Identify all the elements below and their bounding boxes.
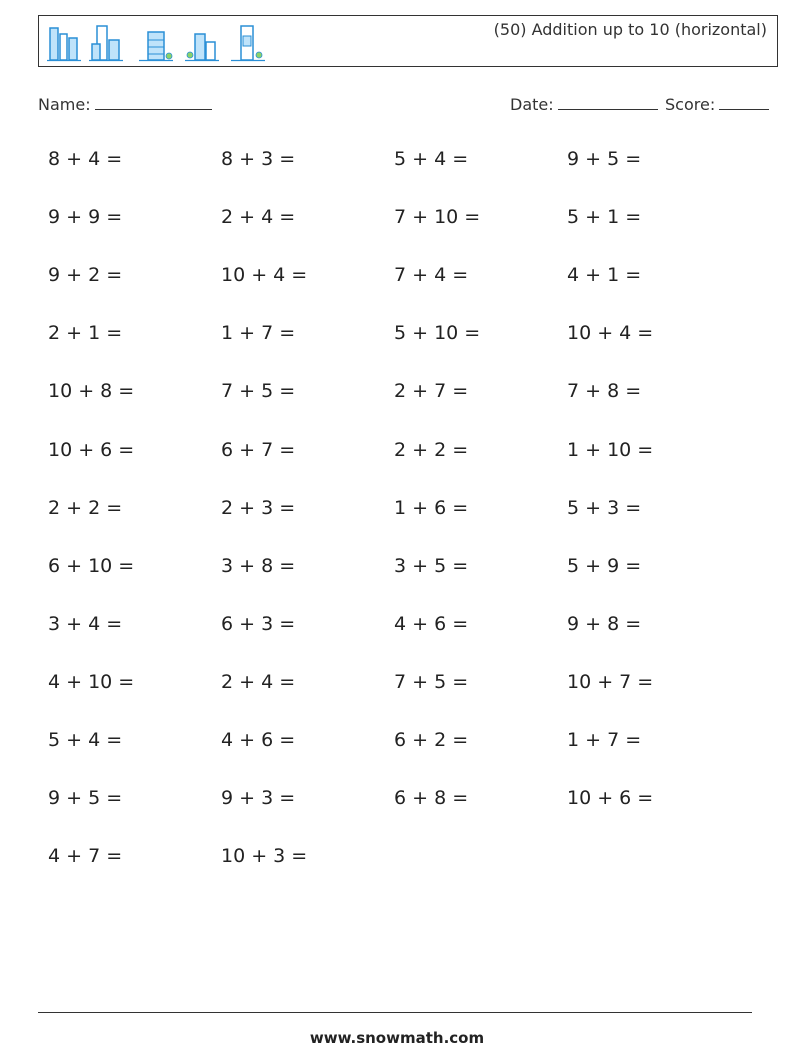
problem-item: 2 + 4 =	[221, 671, 296, 693]
problem-item: 7 + 10 =	[394, 206, 481, 228]
score-field[interactable]	[665, 93, 769, 114]
problem-item: 6 + 10 =	[48, 555, 135, 577]
problem-item: 9 + 5 =	[48, 787, 123, 809]
problem-item: 6 + 2 =	[394, 729, 469, 751]
problem-item: 7 + 5 =	[394, 671, 469, 693]
date-blank[interactable]	[558, 93, 658, 110]
problem-item: 9 + 2 =	[48, 264, 123, 286]
problem-item: 7 + 5 =	[221, 380, 296, 402]
problem-item: 5 + 3 =	[567, 497, 642, 519]
office-building-icon	[89, 22, 125, 62]
problem-item: 10 + 6 =	[48, 439, 135, 461]
problem-item: 3 + 4 =	[48, 613, 123, 635]
small-tower-icon	[231, 22, 267, 62]
problem-item: 2 + 2 =	[394, 439, 469, 461]
problem-item: 9 + 9 =	[48, 206, 123, 228]
problem-item: 7 + 8 =	[567, 380, 642, 402]
problem-item: 6 + 3 =	[221, 613, 296, 635]
problem-item: 2 + 2 =	[48, 497, 123, 519]
city-block-icon	[185, 22, 221, 62]
problem-item: 6 + 8 =	[394, 787, 469, 809]
footer-divider	[38, 1012, 752, 1013]
problem-item: 4 + 7 =	[48, 845, 123, 867]
problem-item: 1 + 6 =	[394, 497, 469, 519]
problem-item: 10 + 8 =	[48, 380, 135, 402]
name-blank[interactable]	[95, 93, 212, 110]
name-label: Name:	[38, 95, 91, 114]
footer-website: www.snowmath.com	[309, 1029, 485, 1047]
score-blank[interactable]	[719, 93, 769, 110]
problem-item: 9 + 8 =	[567, 613, 642, 635]
problem-item: 7 + 4 =	[394, 264, 469, 286]
problem-item: 2 + 3 =	[221, 497, 296, 519]
worksheet-header	[38, 15, 778, 67]
problem-item: 1 + 10 =	[567, 439, 654, 461]
problem-item: 1 + 7 =	[221, 322, 296, 344]
problem-item: 2 + 4 =	[221, 206, 296, 228]
problem-item: 4 + 1 =	[567, 264, 642, 286]
problem-item: 10 + 4 =	[567, 322, 654, 344]
problem-item: 2 + 7 =	[394, 380, 469, 402]
problem-item: 6 + 7 =	[221, 439, 296, 461]
problem-item: 10 + 4 =	[221, 264, 308, 286]
problem-item: 5 + 1 =	[567, 206, 642, 228]
problem-item: 8 + 4 =	[48, 148, 123, 170]
problem-item: 10 + 6 =	[567, 787, 654, 809]
problem-item: 1 + 7 =	[567, 729, 642, 751]
name-field[interactable]	[38, 93, 212, 114]
problem-item: 8 + 3 =	[221, 148, 296, 170]
skyscraper-icon	[47, 22, 83, 62]
problem-item: 4 + 6 =	[394, 613, 469, 635]
tower-building-icon	[139, 22, 175, 62]
problem-item: 10 + 3 =	[221, 845, 308, 867]
problem-item: 5 + 10 =	[394, 322, 481, 344]
worksheet-title: (50) Addition up to 10 (horizontal)	[493, 20, 767, 39]
problem-item: 9 + 3 =	[221, 787, 296, 809]
problem-item: 3 + 8 =	[221, 555, 296, 577]
problem-item: 2 + 1 =	[48, 322, 123, 344]
date-label: Date:	[510, 95, 554, 114]
problem-item: 4 + 6 =	[221, 729, 296, 751]
problem-item: 4 + 10 =	[48, 671, 135, 693]
problem-item: 9 + 5 =	[567, 148, 642, 170]
problem-item: 10 + 7 =	[567, 671, 654, 693]
problem-item: 5 + 9 =	[567, 555, 642, 577]
problem-item: 5 + 4 =	[394, 148, 469, 170]
problem-item: 3 + 5 =	[394, 555, 469, 577]
date-field[interactable]	[510, 93, 658, 114]
problem-item: 5 + 4 =	[48, 729, 123, 751]
score-label: Score:	[665, 95, 716, 114]
